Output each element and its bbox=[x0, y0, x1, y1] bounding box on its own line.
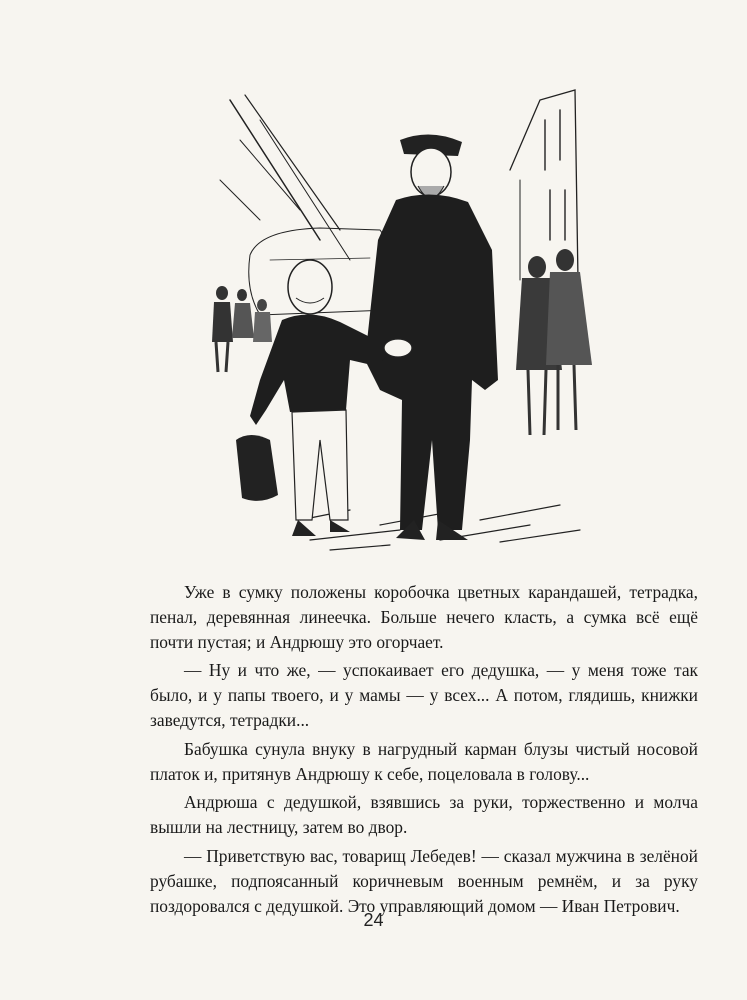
paragraph: Андрюша с дедушкой, взявшись за руки, торжественно и молча вышли на лестницу, затем во двор. bbox=[150, 792, 698, 838]
body-text bbox=[150, 580, 698, 922]
tram-pole-line bbox=[240, 140, 300, 210]
ink-illustration bbox=[200, 80, 610, 560]
paragraph: — Приветствую вас, товарищ Лебедев! — сказал мужчина в зелёной рубашке, подпоясанный коричневым военным ремнём, и за руку поздоровался с дедушкой. Это управляющий домом — Иван Петрович. bbox=[150, 845, 698, 916]
clasped-hands bbox=[384, 339, 412, 357]
paragraph: Уже в сумку положены коробочка цветных карандашей, тетрадка, пенал, деревянная линеечка. Больше нечего класть, а сумка всё ещё почти пустая; и Андрюшу это огорчает. bbox=[150, 582, 698, 652]
pedestrians-left bbox=[212, 286, 272, 372]
paragraph: — Ну и что же, — успокаивает его дедушка, — у меня тоже так было, и у папы твоего, и у мамы — у всех... А потом, глядишь, книжки заведутся, тетрадки... bbox=[150, 660, 698, 730]
schoolbag-icon bbox=[236, 435, 278, 501]
pedestrians-right bbox=[516, 249, 592, 435]
tram-pole-line bbox=[260, 120, 350, 260]
tram-pole-line bbox=[230, 100, 320, 240]
page-number: 24 bbox=[363, 910, 384, 930]
grandfather-figure bbox=[365, 134, 498, 540]
paragraph: Бабушка сунула внуку в нагрудный карман блузы чистый носовой платок и, притянув Андрюшу к себе, поцеловала в голову... bbox=[150, 738, 698, 784]
